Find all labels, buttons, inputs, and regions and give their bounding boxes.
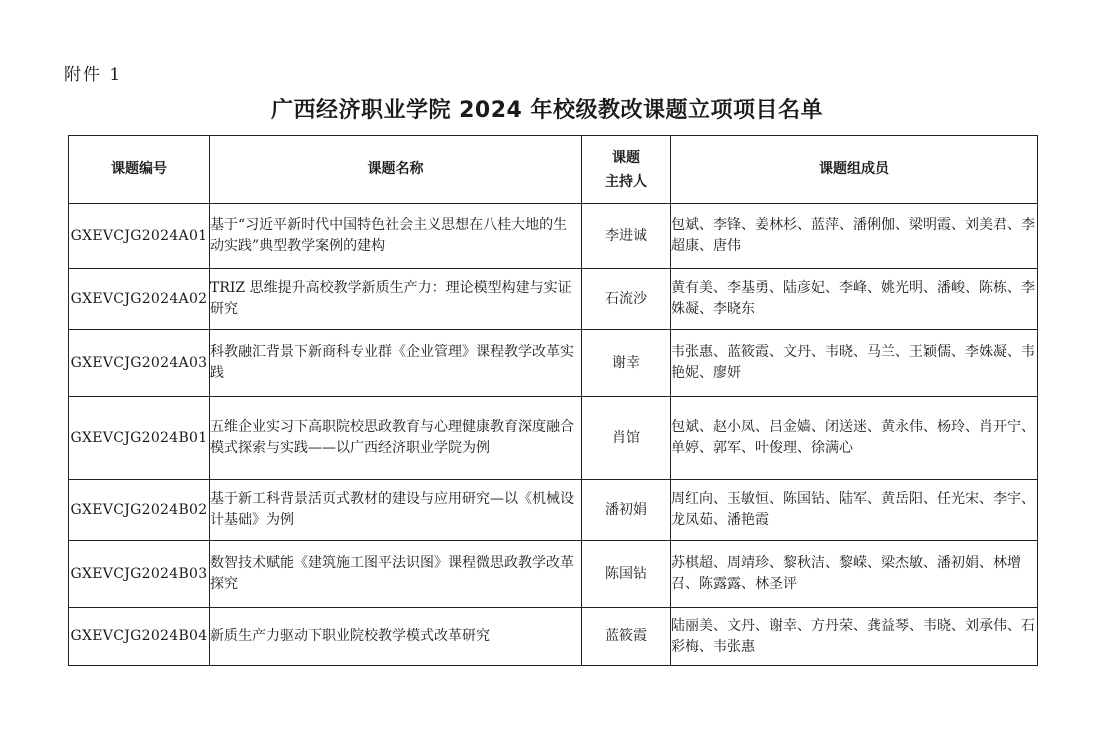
project-code: GXEVCJG2024A02 xyxy=(69,269,210,330)
project-members: 苏棋超、周靖珍、黎秋洁、黎嵘、梁杰敏、潘初娟、林增召、陈露露、林圣评 xyxy=(671,541,1038,608)
table-row xyxy=(69,330,1038,397)
project-table xyxy=(68,135,1038,666)
project-host: 李进诚 xyxy=(582,204,671,269)
project-host: 肖馆 xyxy=(582,397,671,480)
project-members: 黄有美、李基勇、陆彦妃、李峰、姚光明、潘峻、陈栋、李姝凝、李晓东 xyxy=(671,269,1038,330)
project-host: 蓝筱霞 xyxy=(582,608,671,666)
project-members: 包斌、赵小凤、吕金嫱、闭送迷、黄永伟、杨玲、肖开宁、单婷、郭军、叶俊理、徐满心 xyxy=(671,397,1038,480)
project-members: 包斌、李锋、姜林杉、蓝萍、潘俐伽、梁明霞、刘美君、李超康、唐伟 xyxy=(671,204,1038,269)
project-name: 五维企业实习下高职院校思政教育与心理健康教育深度融合模式探索与实践——以广西经济职业学院为例 xyxy=(210,397,582,480)
attachment-label: 附件 1 xyxy=(64,65,123,85)
project-code: GXEVCJG2024B01 xyxy=(69,397,210,480)
project-code: GXEVCJG2024A03 xyxy=(69,330,210,397)
header-host-line1: 课题 xyxy=(612,149,640,166)
table-row xyxy=(69,269,1038,330)
project-name: TRIZ 思维提升高校教学新质生产力：理论模型构建与实证研究 xyxy=(210,269,582,330)
table-header-row xyxy=(69,136,1038,204)
project-code: GXEVCJG2024B04 xyxy=(69,608,210,666)
project-code: GXEVCJG2024B03 xyxy=(69,541,210,608)
header-name: 课题名称 xyxy=(210,136,582,204)
header-code: 课题编号 xyxy=(69,136,210,204)
project-host: 潘初娟 xyxy=(582,480,671,541)
project-name: 科教融汇背景下新商科专业群《企业管理》课程教学改革实践 xyxy=(210,330,582,397)
project-host: 谢幸 xyxy=(582,330,671,397)
header-members: 课题组成员 xyxy=(671,136,1038,204)
project-name: 数智技术赋能《建筑施工图平法识图》课程微思政教学改革探究 xyxy=(210,541,582,608)
project-name: 新质生产力驱动下职业院校教学模式改革研究 xyxy=(210,608,582,666)
project-code: GXEVCJG2024B02 xyxy=(69,480,210,541)
project-members: 周红向、玉敏恒、陈国钻、陆军、黄岳阳、任光宋、李宇、龙凤茹、潘艳霞 xyxy=(671,480,1038,541)
table-row xyxy=(69,608,1038,666)
project-members: 陆丽美、文丹、谢幸、方丹荣、龚益琴、韦晓、刘承伟、石彩梅、韦张惠 xyxy=(671,608,1038,666)
header-host xyxy=(582,136,671,204)
project-host: 石流沙 xyxy=(582,269,671,330)
page-title: 广西经济职业学院 2024 年校级教改课题立项项目名单 xyxy=(270,98,824,123)
table-row xyxy=(69,541,1038,608)
header-host-line2: 主持人 xyxy=(605,173,647,190)
project-name: 基于新工科背景活页式教材的建设与应用研究—以《机械设计基础》为例 xyxy=(210,480,582,541)
project-members: 韦张惠、蓝筱霞、文丹、韦晓、马兰、王颖儒、李姝凝、韦艳妮、廖妍 xyxy=(671,330,1038,397)
project-host: 陈国钻 xyxy=(582,541,671,608)
table-row xyxy=(69,480,1038,541)
table-row xyxy=(69,204,1038,269)
table-row xyxy=(69,397,1038,480)
project-name: 基于“习近平新时代中国特色社会主义思想在八桂大地的生动实践”典型教学案例的建构 xyxy=(210,204,582,269)
project-code: GXEVCJG2024A01 xyxy=(69,204,210,269)
